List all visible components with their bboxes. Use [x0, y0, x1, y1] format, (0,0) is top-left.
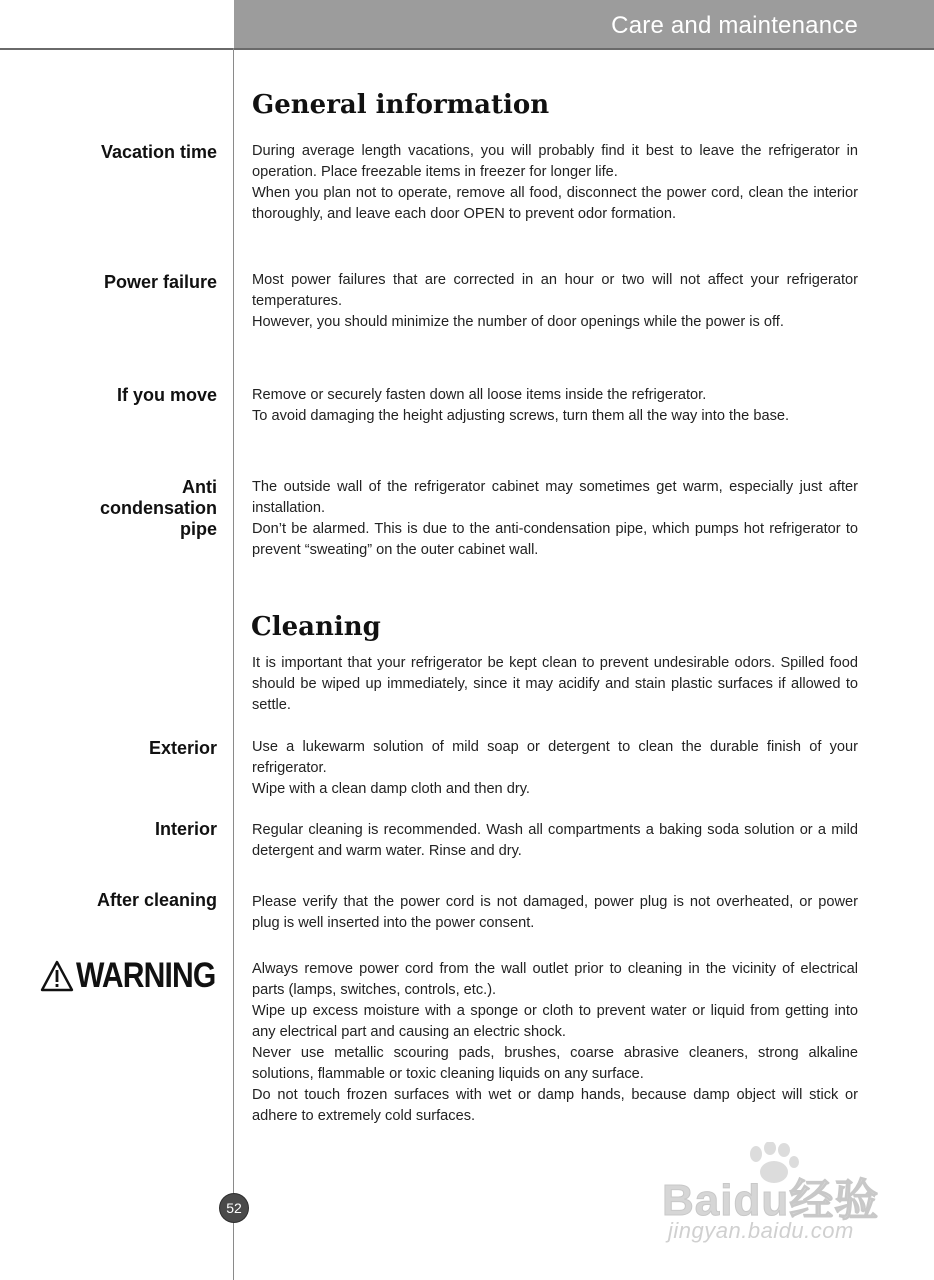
header-band	[234, 0, 934, 48]
power-failure-label: Power failure	[103, 272, 217, 292]
after-cleaning-text	[252, 892, 858, 934]
vertical-rule	[233, 48, 234, 1280]
warning-text: WARNING	[76, 956, 216, 995]
paragraph: When you plan not to operate, remove all food, disconnect the power cord, clean the interior thoroughly, and leave each door OPEN to prevent odor formation.	[252, 185, 858, 222]
paragraph: To avoid damaging the height adjusting screws, turn them all the way into the base.	[252, 408, 790, 424]
paragraph: Don’t be alarmed. This is due to the anti-condensation pipe, which pumps hot refrigerator to prevent “sweating” on the outer cabinet wall.	[252, 521, 858, 558]
page-number: 52	[220, 1194, 248, 1222]
paragraph: Wipe with a clean damp cloth and then dry.	[252, 781, 530, 797]
if-you-move-label: If you move	[116, 385, 217, 405]
watermark	[662, 1142, 882, 1252]
paragraph: Remove or securely fasten down all loose items inside the refrigerator.	[252, 387, 707, 403]
if-you-move-text	[252, 385, 858, 427]
label-line: pipe	[179, 519, 217, 539]
paragraph: Please verify that the power cord is not damaged, power plug is not overheated, or power plug is well inserted into the power consent.	[252, 894, 858, 931]
interior-text	[252, 820, 858, 862]
paragraph: However, you should minimize the number of door openings while the power is off.	[252, 314, 784, 330]
anti-condensation-label	[7, 477, 217, 540]
paragraph: Always remove power cord from the wall outlet prior to cleaning in the vicinity of electrical parts (lamps, switches, controls, etc.).	[252, 961, 858, 998]
label-line: Anti	[182, 477, 217, 497]
paragraph: During average length vacations, you will probably find it best to leave the refrigerator in operation. Place freezable items in freezer for longer life.	[252, 143, 858, 180]
power-failure-text	[252, 270, 858, 333]
paragraph: Never use metallic scouring pads, brushes, coarse abrasive cleaners, strong alkaline solutions, flammable or toxic cleaning liquids on any surface.	[252, 1045, 858, 1082]
paragraph: Wipe up excess moisture with a sponge or cloth to prevent water or liquid from getting into any electrical part and causing an electric shock.	[252, 1003, 858, 1040]
exterior-label: Exterior	[148, 738, 217, 758]
cleaning-title: Cleaning	[251, 612, 381, 642]
header-title: Care and maintenance	[611, 12, 858, 39]
paragraph: Do not touch frozen surfaces with wet or damp hands, because damp object will stick or adhere to extremely cold surfaces.	[252, 1087, 858, 1124]
paragraph: Use a lukewarm solution of mild soap or detergent to clean the durable finish of your refrigerator.	[252, 739, 858, 776]
general-info-title: General information	[252, 90, 550, 120]
vacation-time-text	[252, 141, 858, 225]
warning-label	[40, 955, 238, 997]
watermark-main: Baidu经验	[662, 1176, 880, 1225]
vacation-time-label: Vacation time	[100, 142, 217, 162]
paragraph: The outside wall of the refrigerator cabinet may sometimes get warm, especially just after installation.	[252, 479, 858, 516]
after-cleaning-label: After cleaning	[96, 890, 217, 910]
warning-body	[252, 959, 858, 1127]
watermark-url: jingyan.baidu.com	[668, 1218, 854, 1243]
paragraph: It is important that your refrigerator be kept clean to prevent undesirable odors. Spilled food should be wiped up immediately, since it may acidify and stain plastic surfaces if allowed to settle.	[252, 655, 858, 713]
paragraph: Most power failures that are corrected in an hour or two will not affect your refrigerator temperatures.	[252, 272, 858, 309]
anti-condensation-text	[252, 477, 858, 561]
label-line: condensation	[99, 498, 217, 518]
cleaning-intro	[252, 653, 858, 716]
warning-triangle-icon	[40, 959, 74, 993]
exterior-text	[252, 737, 858, 800]
interior-label: Interior	[154, 819, 217, 839]
header-divider	[0, 48, 934, 50]
paragraph: Regular cleaning is recommended. Wash all compartments a baking soda solution or a mild detergent and warm water. Rinse and dry.	[252, 822, 858, 859]
